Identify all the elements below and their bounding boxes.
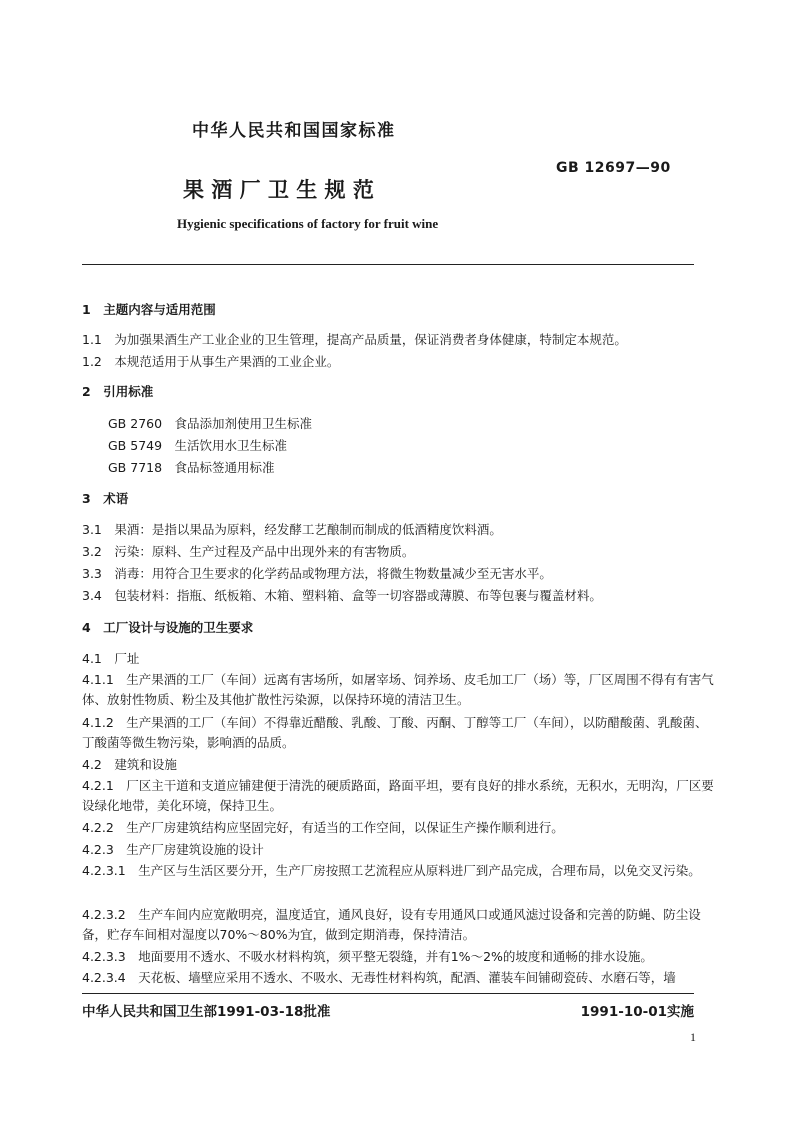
english-title: Hygienic specifications of factory for fruit wine	[177, 216, 439, 231]
subsection-heading: 4.2.3 生产厂房建筑设施的设计	[82, 842, 264, 857]
reference-item: GB 2760 食品添加剂使用卫生标准	[108, 416, 313, 431]
footer-divider	[82, 993, 694, 994]
section-heading: 3 术语	[82, 491, 129, 506]
standard-number: GB 12697—90	[556, 160, 671, 176]
clause: 3.4 包装材料：指瓶、纸板箱、木箱、塑料箱、盒等一切容器或薄膜、布等包裹与覆盖材料。	[82, 588, 602, 603]
subsection-heading: 4.2 建筑和设施	[82, 757, 177, 772]
subsection-heading: 4.1 厂址	[82, 651, 140, 666]
page-number: 1	[690, 1030, 696, 1044]
clause: 3.3 消毒：用符合卫生要求的化学药品或物理方法，将微生物数量减少至无害水平。	[82, 566, 552, 581]
clause: 4.1.2 生产果酒的工厂（车间）不得靠近醋酸、乳酸、丁酸、丙酮、丁醇等工厂（车间），以防醋酸菌、乳酸菌、丁酸菌等微生物污染，影响酒的品质。	[82, 715, 708, 750]
section-heading: 4 工厂设计与设施的卫生要求	[82, 620, 254, 635]
effective-date: 1991-10-01实施	[580, 1004, 694, 1020]
issuer-title: 中华人民共和国国家标准	[192, 121, 396, 141]
clause: 3.1 果酒：是指以果品为原料，经发酵工艺酿制而制成的低酒精度饮料酒。	[82, 522, 502, 537]
clause: 4.1.1 生产果酒的工厂（车间）远离有害场所，如屠宰场、饲养场、皮毛加工厂（场）等，厂区周围不得有有害气体、放射性物质、粉尘及其他扩散性污染源，以保持环境的清洁卫生。	[82, 672, 714, 707]
clause: 4.2.3.4 天花板、墙壁应采用不透水、不吸水、无毒性材料构筑，配酒、灌装车间铺砌瓷砖、水磨石等，墙	[82, 970, 676, 985]
header-divider	[82, 264, 694, 265]
approval-line: 中华人民共和国卫生部1991-03-18批准	[82, 1004, 331, 1020]
clause: 1.2 本规范适用于从事生产果酒的工业企业。	[82, 354, 340, 369]
clause: 3.2 污染：原料、生产过程及产品中出现外来的有害物质。	[82, 544, 415, 559]
clause: 4.2.3.1 生产区与生活区要分开，生产厂房按照工艺流程应从原料进厂到产品完成，合理布局，以免交叉污染。	[82, 863, 701, 878]
reference-item: GB 7718 食品标签通用标准	[108, 460, 275, 475]
document-title: 果 酒 厂 卫 生 规 范	[183, 178, 374, 202]
section-heading: 1 主题内容与适用范围	[82, 302, 216, 317]
clause: 4.2.3.3 地面要用不透水、不吸水材料构筑，须平整无裂缝，并有1%～2%的坡度和通畅的排水设施。	[82, 949, 653, 964]
clause: 4.2.1 厂区主干道和支道应铺建便于清洗的硬质路面，路面平坦，要有良好的排水系统，无积水，无明沟，厂区要设绿化地带，美化环境，保持卫生。	[82, 778, 714, 813]
clause: 4.2.3.2 生产车间内应宽敞明亮，温度适宜，通风良好，设有专用通风口或通风滤过设备和完善的防蝇、防尘设备，贮存车间相对湿度以70%～80%为宜，做到定期消毒，保持清洁。	[82, 907, 701, 942]
clause: 4.2.2 生产厂房建筑结构应坚固完好，有适当的工作空间，以保证生产操作顺利进行。	[82, 820, 564, 835]
clause: 1.1 为加强果酒生产工业企业的卫生管理，提高产品质量，保证消费者身体健康，特制定本规范。	[82, 332, 627, 347]
reference-item: GB 5749 生活饮用水卫生标准	[108, 438, 288, 453]
section-heading: 2 引用标准	[82, 384, 154, 399]
